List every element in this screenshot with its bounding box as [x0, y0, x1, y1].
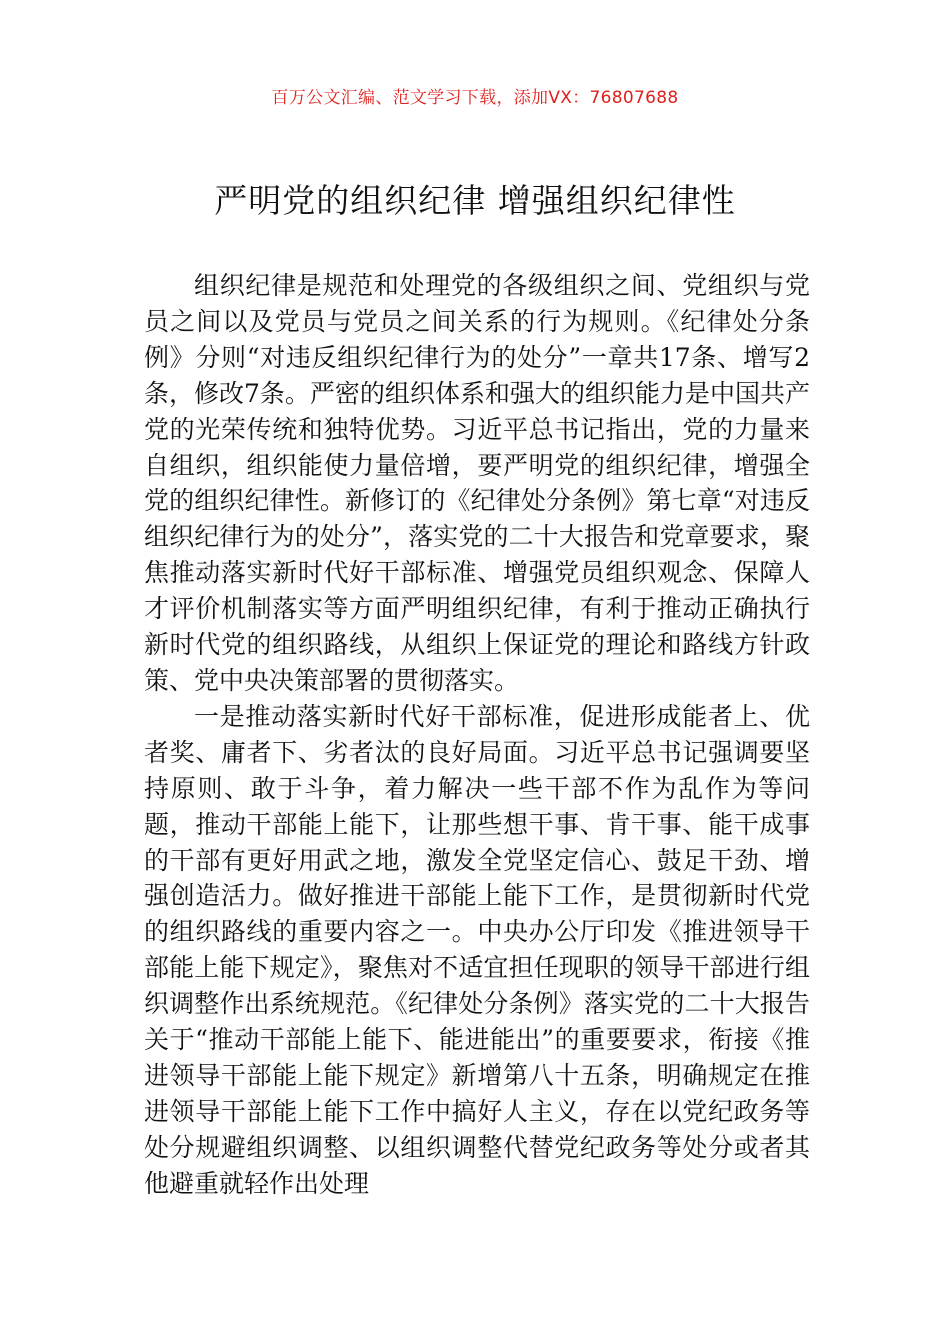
document-body [144, 268, 810, 1202]
header-promo-note: 百万公文汇编、范文学习下载，添加VX：76807688 [271, 88, 679, 108]
paragraph-1: 组织纪律是规范和处理党的各级组织之间、党组织与党员之间以及党员与党员之间关系的行为规则。《纪律处分条例》分则“对违反组织纪律行为的处分”一章共17条、增写2条，修改7条。严密的组织体系和强大的组织能力是中国共产党的光荣传统和独特优势。习近平总书记指出，党的力量来自组织，组织能使力量倍增，要严明党的组织纪律，增强全党的组织纪律性。新修订的《纪律处分条例》第七章“对违反组织纪律行为的处分”，落实党的二十大报告和党章要求，聚焦推动落实新时代好干部标准、增强党员组织观念、保障人才评价机制落实等方面严明组织纪律，有利于推动正确执行新时代党的组织路线，从组织上保证党的理论和路线方针政策、党中央决策部署的贯彻落实。 [144, 271, 810, 695]
paragraph-2: 一是推动落实新时代好干部标准，促进形成能者上、优者奖、庸者下、劣者汰的良好局面。习近平总书记强调要坚持原则、敢于斗争，着力解决一些干部不作为乱作为等问题，推动干部能上能下，让那些想干事、肯干事、能干成事的干部有更好用武之地，激发全党坚定信心、鼓足干劲、增强创造活力。做好推进干部能上能下工作，是贯彻新时代党的组织路线的重要内容之一。中央办公厅印发《推进领导干部能上能下规定》，聚焦对不适宜担任现职的领导干部进行组织调整作出系统规范。《纪律处分条例》落实党的二十大报告关于“推动干部能上能下、能进能出”的重要要求，衔接《推进领导干部能上能下规定》新增第八十五条，明确规定在推进领导干部能上能下工作中搞好人主义，存在以党纪政务等处分规避组织调整、以组织调整代替党纪政务等处分或者其他避重就轻作出处理 [144, 701, 810, 1198]
document-title: 严明党的组织纪律 增强组织纪律性 [214, 181, 736, 220]
